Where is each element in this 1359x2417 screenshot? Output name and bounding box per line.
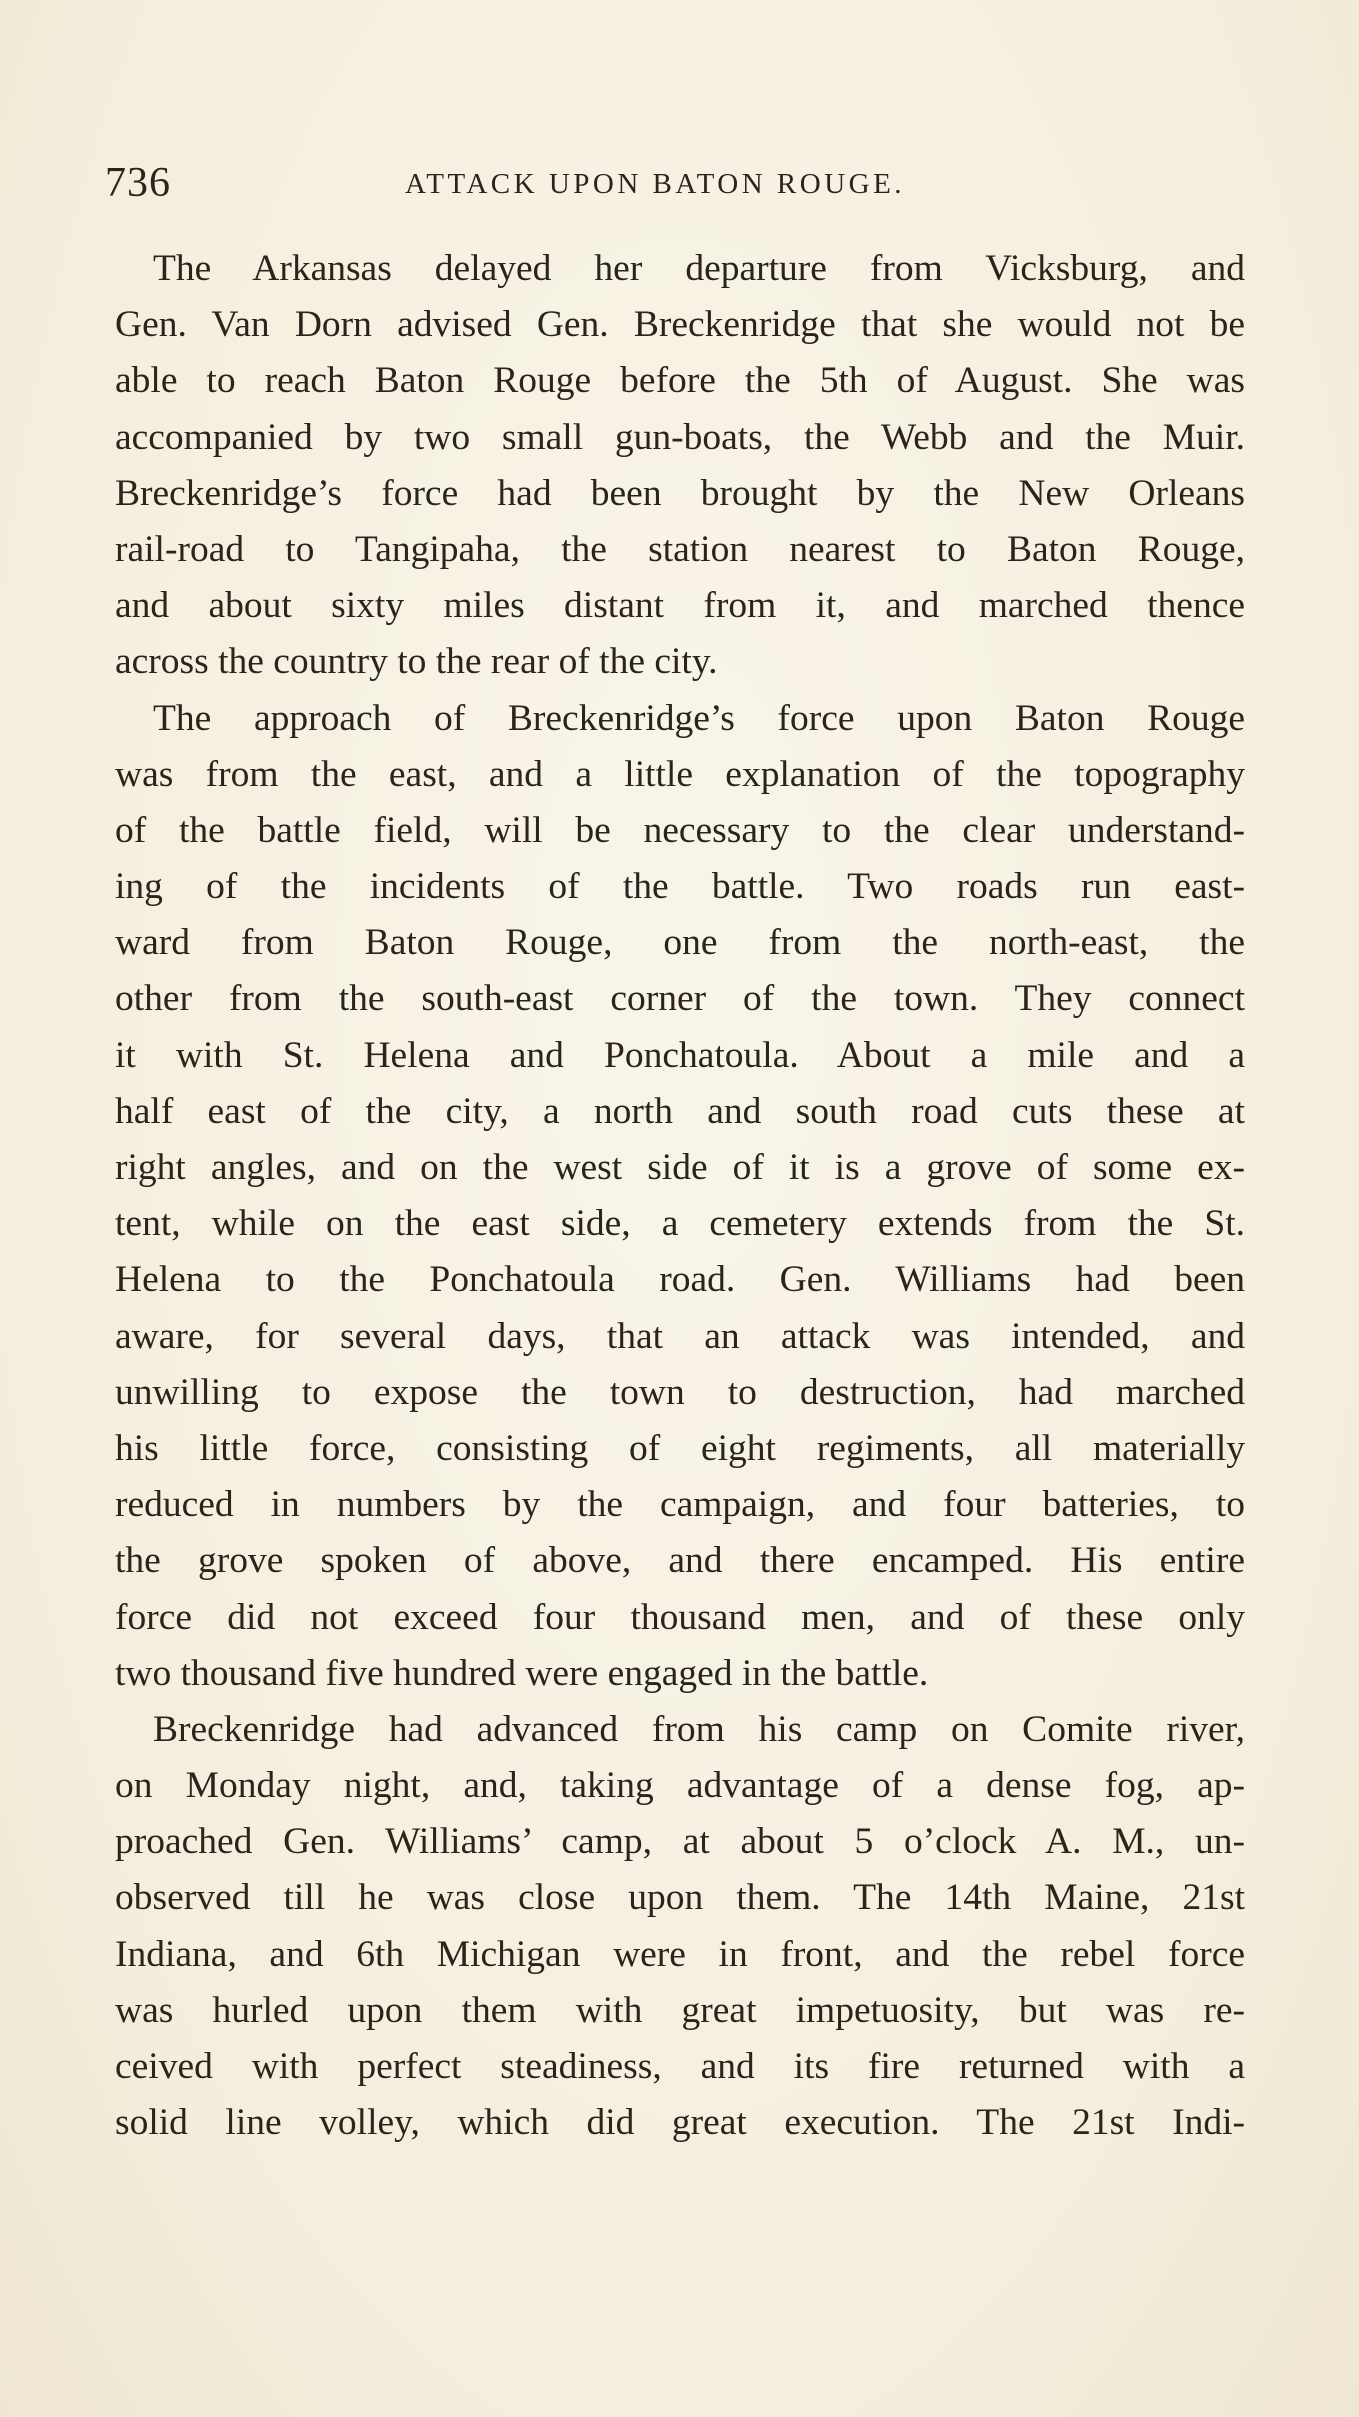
paragraph-2 [115,691,1245,1702]
text-line: ceived with perfect steadiness, and its fire returned with a [115,2046,1245,2087]
text-line: ing of the incidents of the battle. Two roads run east- [115,866,1245,908]
page-number: 736 [105,160,171,206]
text-line: his little force, consisting of eight regiments, all materially [115,1427,1245,1469]
text-line: it with St. Helena and Ponchatoula. About a mile and a [115,1034,1245,1076]
running-title: ATTACK UPON BATON ROUGE. [405,168,906,200]
text-line: Breckenridge’s force had been brought by the New Orleans [115,472,1245,514]
text-line: of the battle field, will be necessary to the clear understand- [115,809,1245,851]
text-line: Breckenridge had advanced from his camp on Comite river, [153,1708,1245,1750]
body-text [115,241,1245,2151]
text-line: ward from Baton Rouge, one from the north-east, the [115,922,1245,964]
text-line: proached Gen. Williams’ camp, at about 5 o’clock A. M., un- [115,1821,1245,1863]
paragraph-3 [115,1702,1245,2152]
text-line: observed till he was close upon them. The 14th Maine, 21st [115,1877,1245,1919]
text-line: reduced in numbers by the campaign, and four batteries, to [115,1484,1245,1526]
text-line: able to reach Baton Rouge before the 5th of August. She was [115,360,1245,402]
text-line: tent, while on the east side, a cemetery extends from the St. [115,1203,1245,1245]
paragraph-1 [115,241,1245,691]
text-line: accompanied by two small gun-boats, the Webb and the Muir. [115,416,1245,458]
text-line: Gen. Van Dorn advised Gen. Breckenridge that she would not be [115,304,1245,346]
text-line: force did not exceed four thousand men, and of these only [115,1596,1245,1638]
text-line: Helena to the Ponchatoula road. Gen. Williams had been [115,1259,1245,1301]
text-line: Indiana, and 6th Michigan were in front, and the rebel force [115,1933,1245,1975]
text-line: two thousand five hundred were engaged in the battle. [115,1652,929,1694]
text-line: on Monday night, and, taking advantage of a dense fog, ap- [115,1765,1245,1807]
text-line: solid line volley, which did great execution. The 21st Indi- [115,2102,1245,2144]
page-header [105,158,1275,208]
text-line: and about sixty miles distant from it, and marched thence [115,585,1245,627]
text-line: unwilling to expose the town to destruction, had marched [115,1371,1245,1413]
text-line: was hurled upon them with great impetuosity, but was re- [115,1989,1245,2031]
text-line: aware, for several days, that an attack was intended, and [115,1315,1245,1357]
text-line: the grove spoken of above, and there encamped. His entire [115,1540,1245,1582]
text-line: The Arkansas delayed her departure from Vicksburg, and [153,248,1245,289]
text-line: rail-road to Tangipaha, the station nearest to Baton Rouge, [115,528,1245,570]
text-line: right angles, and on the west side of it is a grove of some ex- [115,1147,1245,1188]
text-line: was from the east, and a little explanation of the topography [115,753,1245,795]
text-line: half east of the city, a north and south road cuts these at [115,1090,1245,1132]
text-line: across the country to the rear of the city. [115,641,718,683]
text-line: other from the south-east corner of the town. They connect [115,978,1245,1020]
text-line: The approach of Breckenridge’s force upon Baton Rouge [153,697,1245,739]
